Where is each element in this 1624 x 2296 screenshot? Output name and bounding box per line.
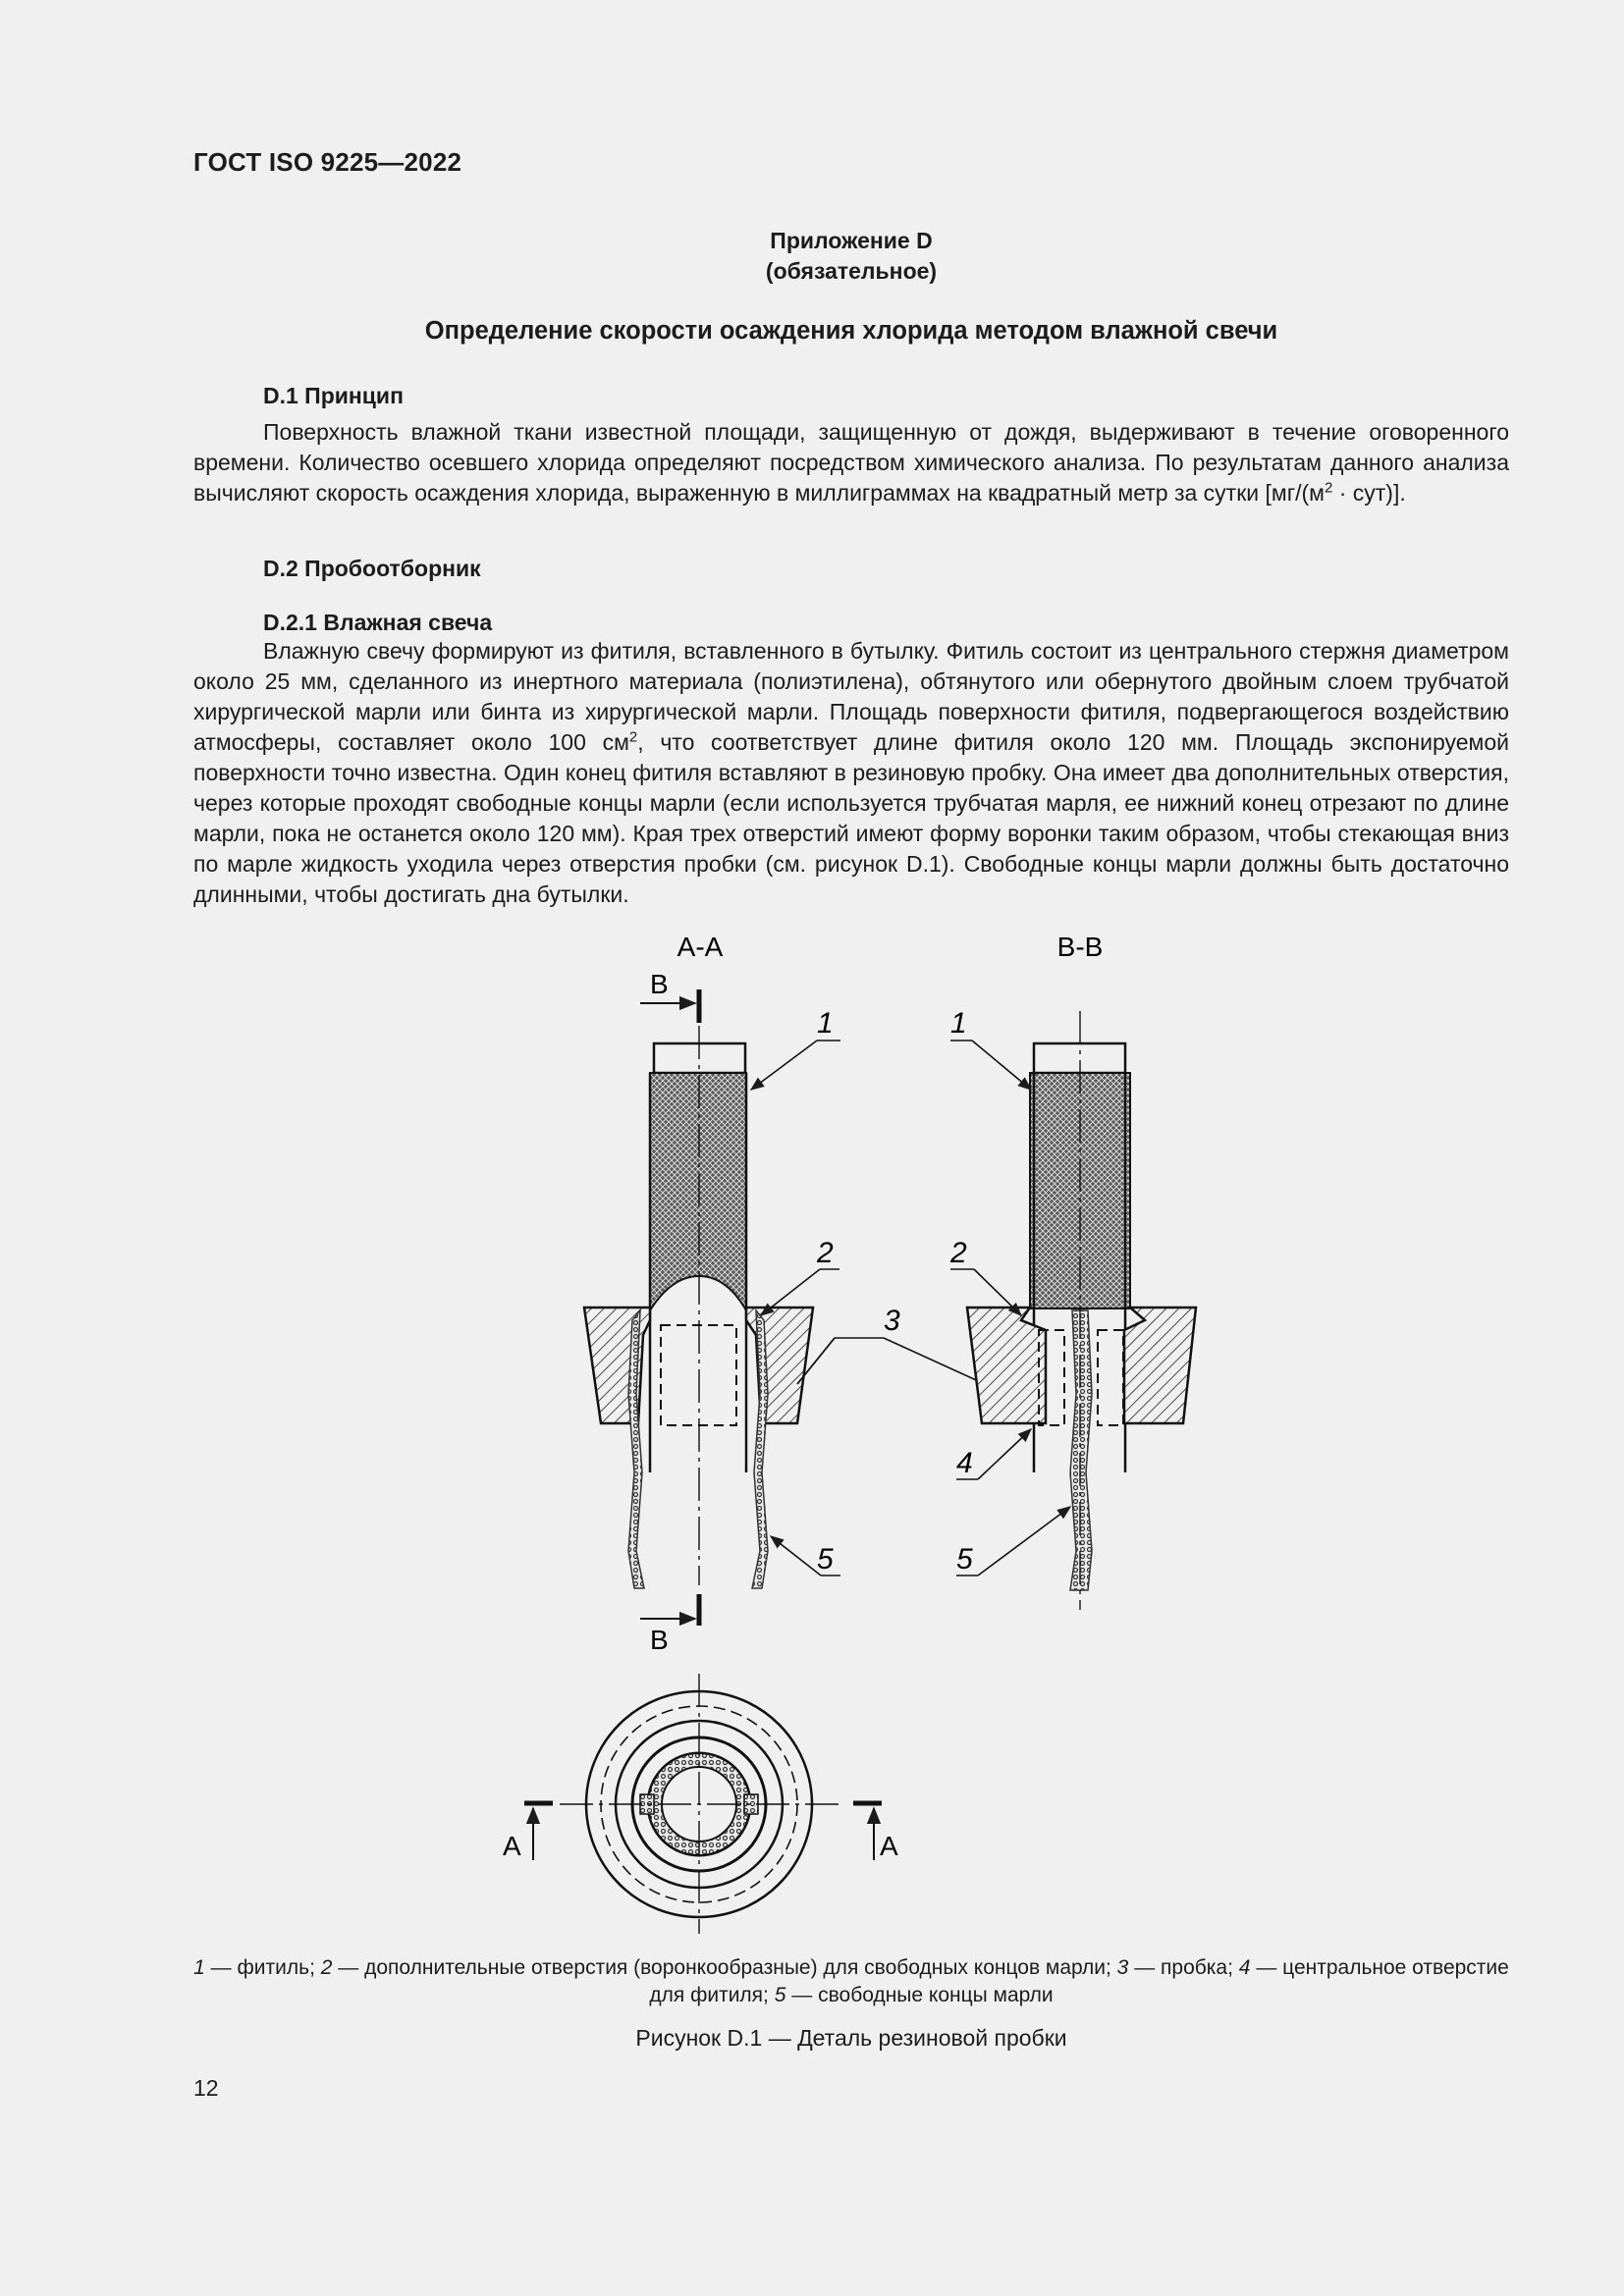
figure-caption: Рисунок D.1 — Деталь резиновой пробки	[635, 2025, 1067, 2051]
rubber-stopper-drawing	[503, 918, 1237, 1939]
callout-2-bb: 2	[950, 1237, 967, 1269]
section-aa-label: A-A	[677, 932, 724, 962]
appendix-title: Приложение D	[770, 228, 933, 253]
callout-5-bb: 5	[956, 1543, 973, 1575]
section-d21-heading: D.2.1 Влажная свеча	[263, 610, 493, 635]
document-title: Определение скорости осаждения хлорида методом влажной свечи	[424, 317, 1278, 345]
section-bb-label: B-B	[1056, 932, 1104, 962]
section-d2-heading: D.2 Пробоотборник	[263, 556, 481, 581]
callout-5-aa: 5	[817, 1543, 834, 1575]
callout-1-aa: 1	[817, 1007, 834, 1040]
section-d1-heading: D.1 Принцип	[263, 383, 404, 408]
section-mark-b-top: B	[650, 969, 669, 999]
section-d21-text: Влажную свечу формируют из фитиля, вставленного в бутылку. Фитиль состоит из центрального стержня диаметром около 25 мм, сделанного из инертного материала (полиэтилена), обтянутого или обернутого двойным слоем трубчатой хирургической марли или бинта из хирургической марли. Площадь поверхности фитиля, подвергающегося воздействию атмосферы, составляет около 100 $см^2$, что соответствует длине фитиля около 120 мм. Площадь экспонируемой поверхности точно известна. Один конец фитиля вставляют в резиновую пробку. Она имеет два дополнительных отверстия, через которые проходят свободные концы марли (если используется трубчатая марля, ее нижний конец отрезают по длине марли, пока не останется около 120 мм). Края трех отверстий имеют форму воронки таким образом, чтобы стекающая вниз по марле жидкость уходила через отверстия пробки (см. рисунок D.1). Свободные концы марли должны быть достаточно длинными, чтобы достигать дна бутылки.	[193, 638, 1509, 907]
plan-view	[503, 1674, 898, 1934]
view-bb	[949, 1007, 1196, 1610]
callout-4: 4	[956, 1447, 973, 1479]
callout-2-aa: 2	[817, 1237, 834, 1269]
section-d1-text: Поверхность влажной ткани известной площади, защищенную от дождя, выдерживают в течение оговоренного времени. Количество осевшего хлорида определяют посредством химического анализа. По результатам данного анализа вычисляют скорость осаждения хлорида, выраженную в миллиграммах на квадратный метр за сутки $[мг/(м^2 \cdot сут)]$.	[193, 419, 1509, 506]
figure-legend: 1 — фитиль; 2 — дополнительные отверстия (воронкообразные) для свободных концов марли; 3 — пробка; 4 — центральное отверстие для фитиля; 5 — свободные концы марли	[193, 1956, 1509, 2006]
callout-3: 3	[884, 1305, 900, 1337]
appendix-heading	[193, 226, 1509, 287]
callout-1-bb: 1	[950, 1007, 967, 1040]
page-number: 12	[193, 2075, 219, 2101]
section-mark-a-right: A	[880, 1831, 898, 1861]
section-mark-b-bottom: B	[650, 1625, 669, 1655]
appendix-status: (обязательное)	[765, 258, 938, 284]
view-aa	[584, 969, 840, 1655]
section-mark-a-left: A	[503, 1831, 521, 1861]
document-header: ГОСТ ISO 9225—2022	[193, 147, 462, 177]
